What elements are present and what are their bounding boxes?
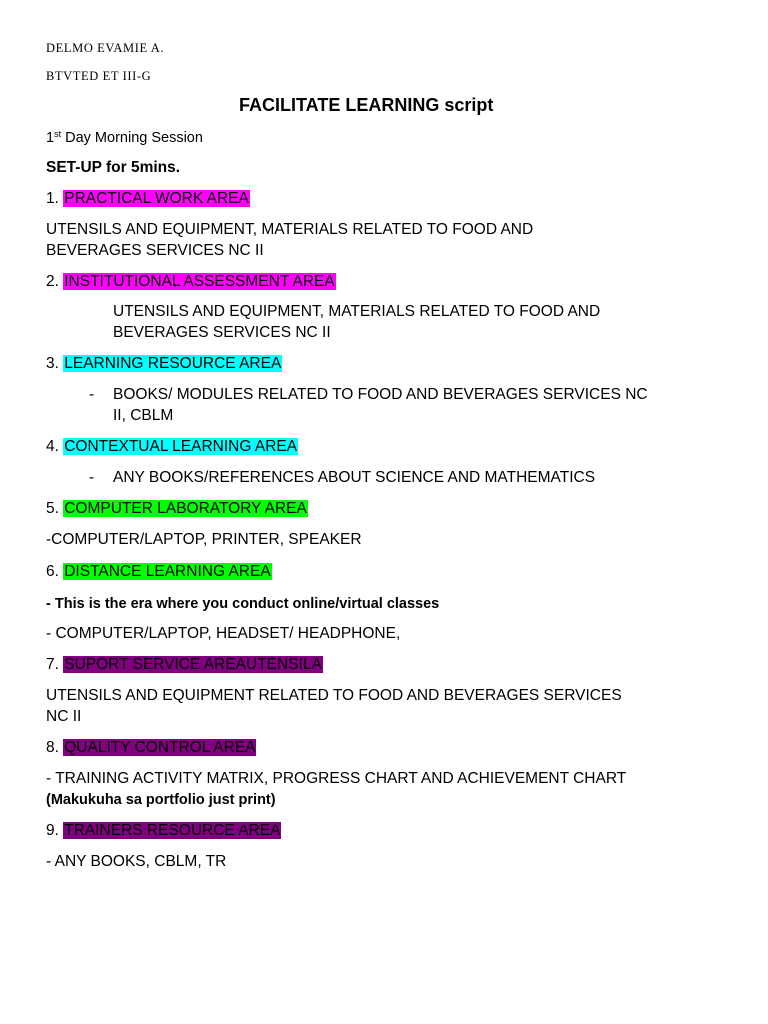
section-number: 2. xyxy=(46,273,64,290)
section-line: - COMPUTER/LAPTOP, HEADSET/ HEADPHONE, xyxy=(46,625,401,642)
section-line: BEVERAGES SERVICES NC II xyxy=(113,324,331,341)
bullet-dash: - xyxy=(89,386,95,403)
section-line: -COMPUTER/LAPTOP, PRINTER, SPEAKER xyxy=(46,531,362,548)
section-label: PRACTICAL WORK AREA xyxy=(64,190,249,207)
section-line: UTENSILS AND EQUIPMENT, MATERIALS RELATED TO FOOD AND xyxy=(46,221,534,238)
session-day-suffix: st xyxy=(54,129,62,139)
section-heading xyxy=(46,821,281,841)
document-title: FACILITATE LEARNING script xyxy=(239,95,494,115)
bullet-dash: - xyxy=(89,469,95,486)
section-heading xyxy=(46,499,308,519)
section-heading xyxy=(46,562,272,582)
course-section: BTVTED ET III-G xyxy=(46,69,152,83)
section-number: 5. xyxy=(46,500,64,517)
section-line: NC II xyxy=(46,708,82,725)
session-text: Day Morning Session xyxy=(61,130,203,146)
section-line: (Makukuha sa portfolio just print) xyxy=(46,792,276,808)
section-label: QUALITY CONTROL AREA xyxy=(64,739,256,756)
section-number: 9. xyxy=(46,822,64,839)
section-label: COMPUTER LABORATORY AREA xyxy=(64,500,307,517)
section-line: - ANY BOOKS, CBLM, TR xyxy=(46,853,227,870)
section-label: LEARNING RESOURCE AREA xyxy=(64,355,282,372)
section-number: 4. xyxy=(46,438,64,455)
section-heading xyxy=(46,354,282,374)
section-heading xyxy=(46,738,256,758)
author-name: DELMO EVAMIE A. xyxy=(46,41,165,55)
session-label xyxy=(46,128,203,148)
section-line: - This is the era where you conduct online/virtual classes xyxy=(46,596,440,612)
section-line: ANY BOOKS/REFERENCES ABOUT SCIENCE AND MATHEMATICS xyxy=(113,469,596,486)
section-number: 3. xyxy=(46,355,64,372)
section-label: DISTANCE LEARNING AREA xyxy=(64,563,271,580)
session-day-number: 1 xyxy=(46,130,55,146)
section-number: 6. xyxy=(46,563,64,580)
section-line: - TRAINING ACTIVITY MATRIX, PROGRESS CHART AND ACHIEVEMENT CHART xyxy=(46,770,627,787)
section-line: BEVERAGES SERVICES NC II xyxy=(46,242,264,259)
section-number: 8. xyxy=(46,739,64,756)
section-heading xyxy=(46,655,323,675)
setup-note: SET-UP for 5mins. xyxy=(46,159,181,176)
section-label: TRAINERS RESOURCE AREA xyxy=(64,822,281,839)
section-heading xyxy=(46,189,250,209)
section-label: SUPORT SERVICE AREAUTENSILA xyxy=(64,656,322,673)
section-label: INSTITUTIONAL ASSESSMENT AREA xyxy=(64,273,335,290)
section-line: UTENSILS AND EQUIPMENT RELATED TO FOOD AND BEVERAGES SERVICES xyxy=(46,687,622,704)
section-label: CONTEXTUAL LEARNING AREA xyxy=(64,438,298,455)
section-number: 1. xyxy=(46,190,64,207)
section-line: UTENSILS AND EQUIPMENT, MATERIALS RELATED TO FOOD AND xyxy=(113,303,601,320)
section-line: BOOKS/ MODULES RELATED TO FOOD AND BEVERAGES SERVICES NC xyxy=(113,386,648,403)
section-line: II, CBLM xyxy=(113,407,174,424)
section-heading xyxy=(46,437,298,457)
section-heading xyxy=(46,272,336,292)
section-number: 7. xyxy=(46,656,64,673)
